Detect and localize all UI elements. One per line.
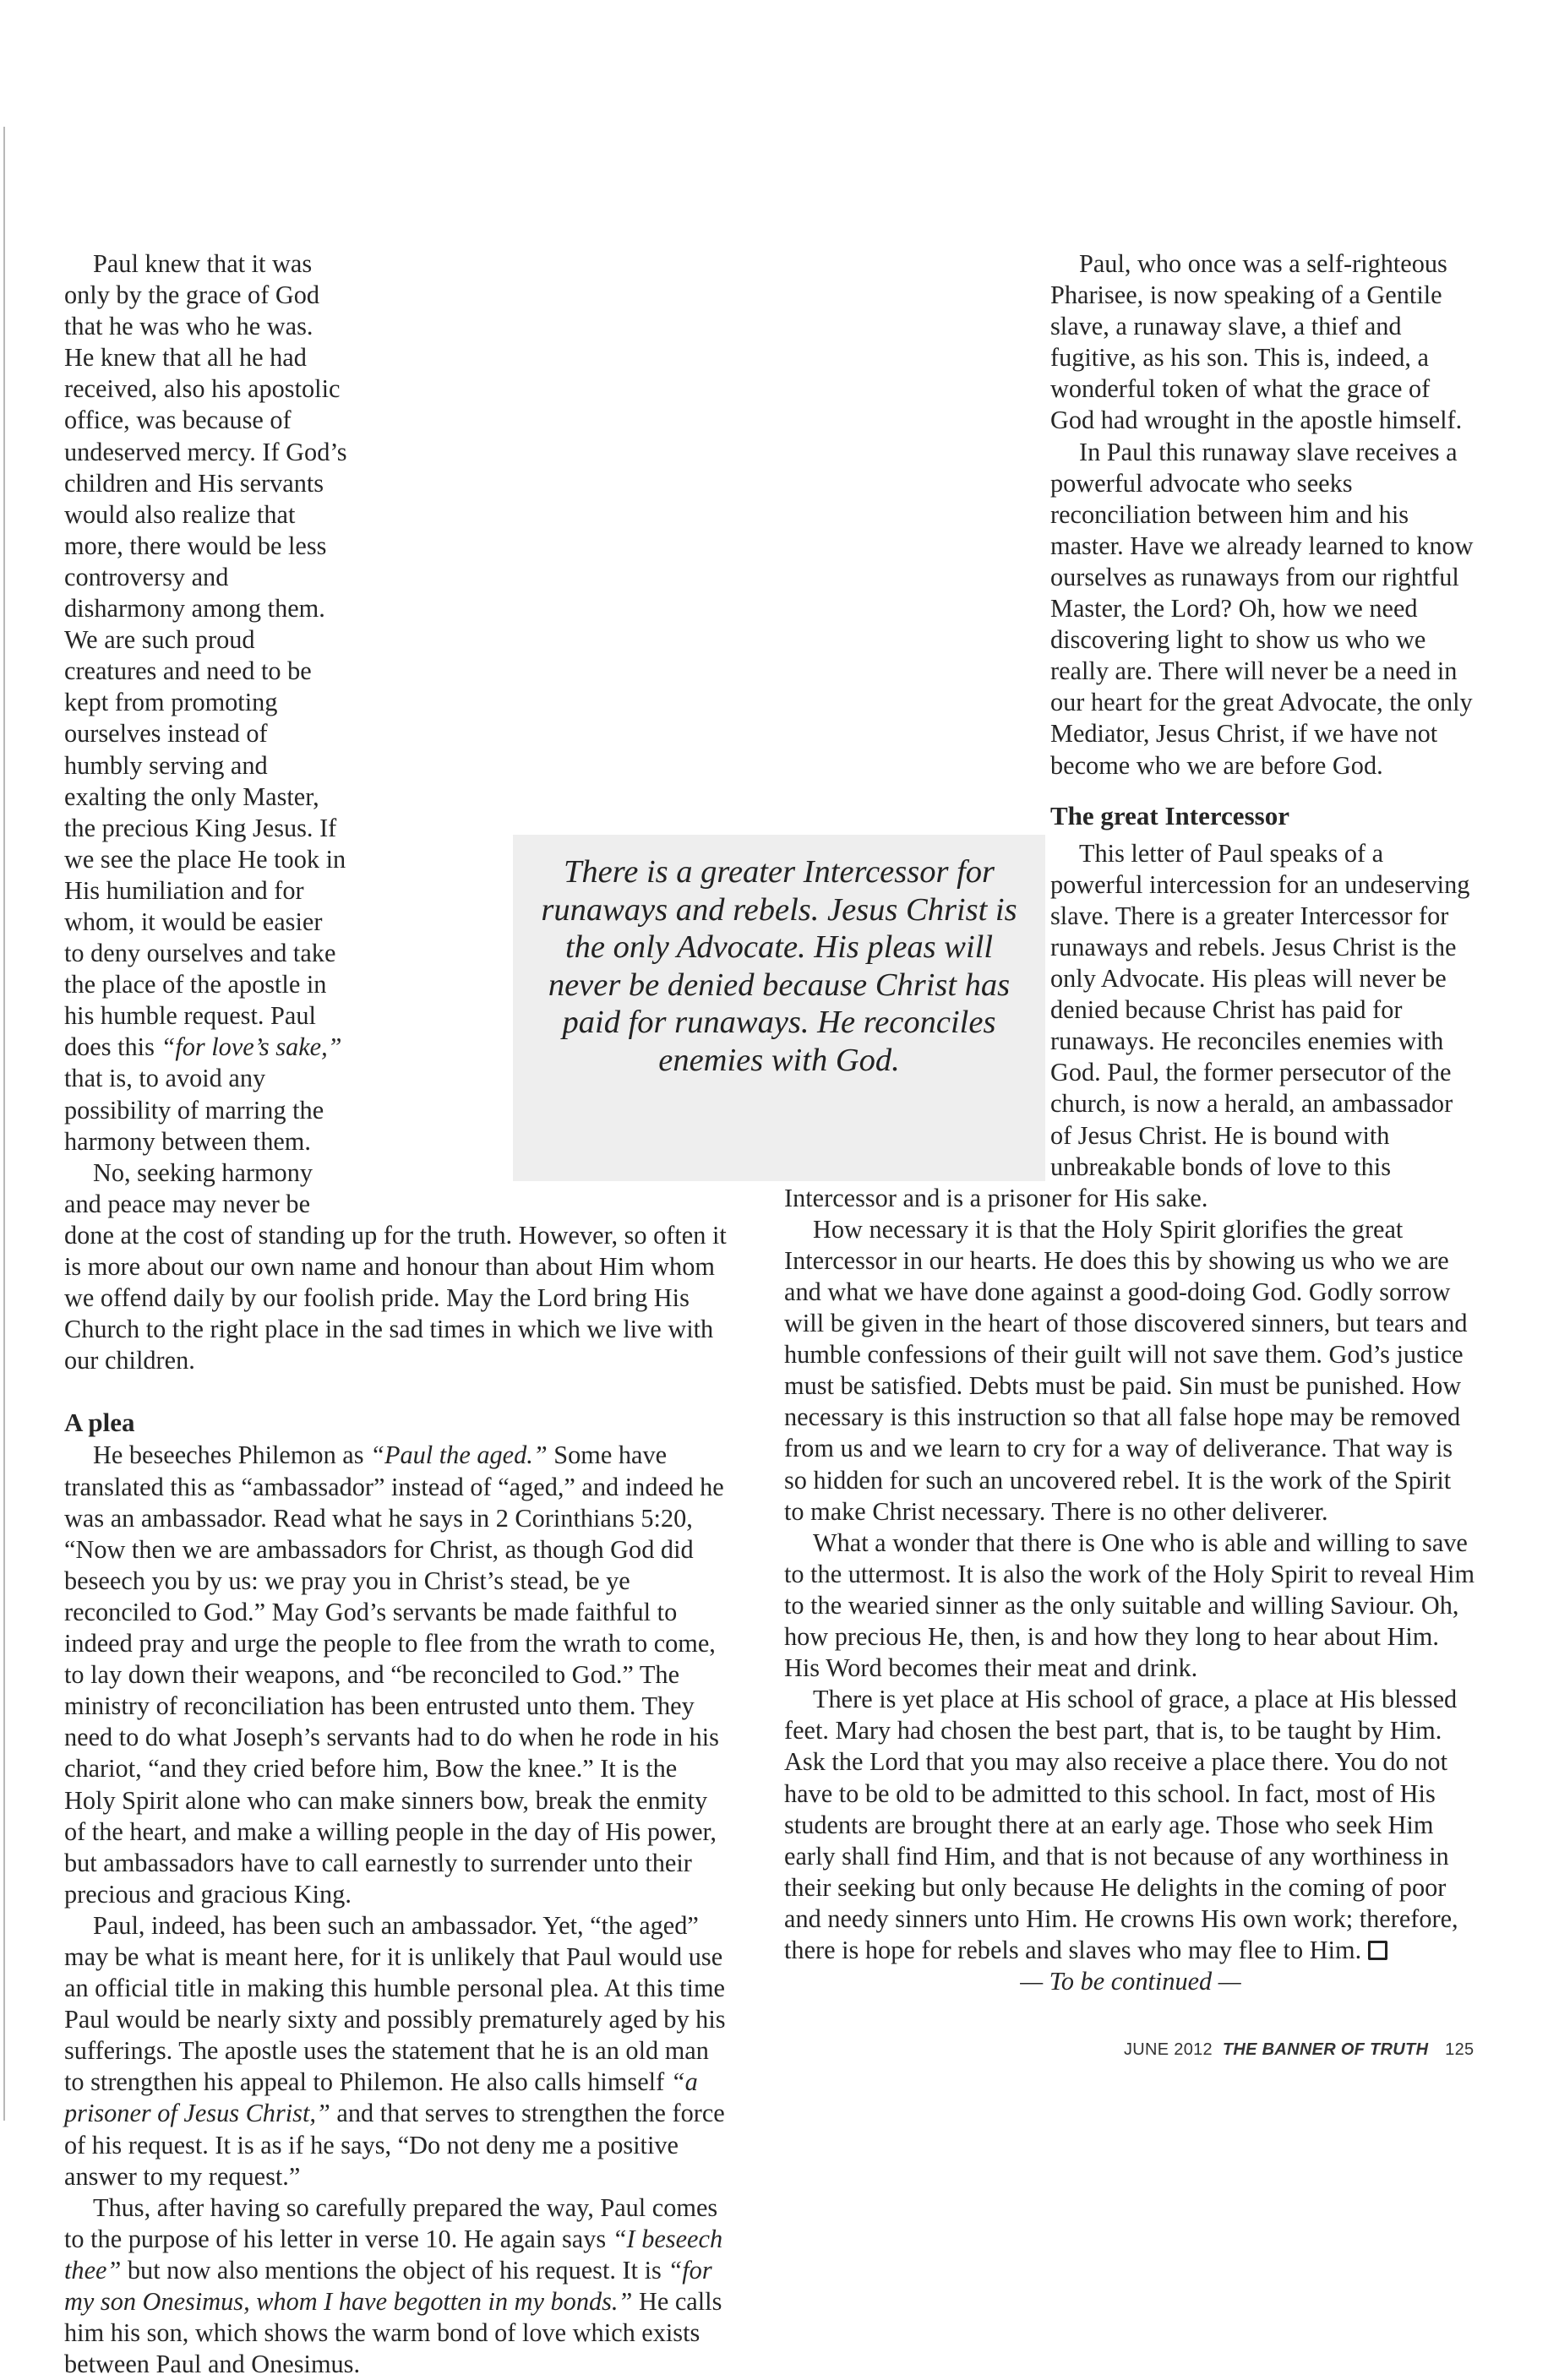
section-heading-a-plea: A plea <box>64 1408 135 1438</box>
paragraph: He beseeches Philemon as “Paul the aged.” Some have translated this as “ambassador” instead of “aged,” and indeed he was an ambassador. Read what he says in 2 Corinthians 5:20, “Now then we are ambassadors for Christ, as though God did beseech you by us: we pray you in Christ’s stead, be ye reconciled to God.” May God’s servants be made faithful to indeed pray and urge the people to flee from the wrath to come, to lay down their weapons, and “be reconciled to God.” The ministry of reconciliation has been entrusted unto them. They need to do what Joseph’s servants had to do when he rode in his chariot, “and they cried before him, Bow the knee.” It is the Holy Spirit alone who can make sinners bow, break the enmity of the heart, and make a willing people in the day of His power, but ambassadors have to call earnestly to surrender unto their precious and gracious King. <box>64 1441 724 1909</box>
left-column <box>64 248 732 2380</box>
page-footer <box>1124 2040 1474 2060</box>
paragraph: Paul knew that it was only by the grace of God that he was who he was. He knew that all he had received, also his apostolic office, was because of undeserved mercy. If God’s children and His servants would also realize that more, there would be less controversy and disharmony among them. We are such proud creatures and need to be kept from promoting ourselves instead of humbly serving and exalting the only Master, the precious King Jesus. If we see the place He took in His humiliation and for whom, it would be easier to deny ourselves and take the place of the apostle in his humble request. Paul does this “for love’s sake,” that is, to avoid any possibility of marring the harmony between them. <box>64 249 347 1156</box>
paragraph: This letter of Paul speaks of a powerful intercession for an undeserving slave. There is a greater Intercessor for runaways and rebels. Jesus Christ is the only Advocate. His pleas will never be denied because Christ has paid for runaways. He reconciles enemies with God. Paul, the former persecutor of the church, is now a herald, an ambassador of Jesus Christ. He is bound with unbreakable bonds of love to this Intercessor and is a prisoner for His sake. <box>784 838 1470 1212</box>
pull-quote: There is a greater Intercessor for runaways and rebels. Jesus Christ is the only Advocate. His pleas will never be denied because Christ has paid for runaways. He reconciles enemies with God. <box>513 835 1045 1181</box>
paragraph: Paul, who once was a self-righteous Pharisee, is now speaking of a Gentile slave, a runaway slave, a thief and fugitive, as his son. This is, indeed, a wonderful token of what the grace of God had wrought in the apostle himself. <box>1050 249 1463 435</box>
paragraph: No, seeking harmony and peace may never be done at the cost of standing up for the truth. However, so often it is more about our own name and honour than about Him whom we offend daily by our foolish pride. May the Lord bring His Church to the right place in the sad times in which we live with our children. <box>64 1157 727 1375</box>
to-be-continued: — To be continued — <box>1020 1967 1241 1996</box>
footer-magazine-title: THE BANNER OF TRUTH <box>1222 2040 1429 2059</box>
paragraph: In Paul this runaway slave receives a powerful advocate who seeks reconciliation between him and his master. Have we already learned to know ourselves as runaways from our rightful Master, the Lord? Oh, how we need discovering light to show us who we really are. There will never be a need in our heart for the great Advocate, the only Mediator, Jesus Christ, if we have not become who we are before God. <box>1050 437 1474 780</box>
section-heading-great-intercessor: The great Intercessor <box>1050 800 1289 831</box>
page-edge-line <box>3 127 5 2121</box>
paragraph: Paul, indeed, has been such an ambassador. Yet, “the aged” may be what is meant here, for it is unlikely that Paul would use an official title in making this humble personal plea. At this time Paul would be nearly sixty and possibly prematurely aged by his sufferings. The apostle uses the statement that he is an old man to strengthen his appeal to Philemon. He also calls himself “a prisoner of Jesus Christ,” and that serves to strengthen the force of his request. It is as if he says, “Do not deny me a positive answer to my request.” <box>64 1910 726 2191</box>
footer-date: JUNE 2012 <box>1124 2040 1213 2059</box>
paragraph: Thus, after having so carefully prepared the way, Paul comes to the purpose of his letter in verse 10. He again says “I beseech thee” but now also mentions the object of his request. It is “for my son Onesimus, whom I have begotten in my bonds.” He calls him his son, which shows the warm bond of love which exists between Paul and Onesimus. <box>64 2192 723 2379</box>
paragraph: What a wonder that there is One who is able and willing to save to the uttermost. It is also the work of the Holy Spirit to reveal Him to the wearied sinner as the only suitable and willing Saviour. Oh, how precious He, then, is and how they long to hear about Him. His Word becomes their meat and drink. <box>784 1528 1475 1683</box>
end-of-article-square-icon <box>1368 1941 1387 1960</box>
footer-page-number: 125 <box>1445 2040 1475 2059</box>
paragraph: There is yet place at His school of grace, a place at His blessed feet. Mary had chosen the best part, that is, to be taught by Him. Ask the Lord that you may also receive a place there. You do not have to be old to be admitted to this school. In fact, most of His students are brought there at an early age. Those who seek Him early shall find Him, and that is not because of any worthiness in their seeking but only because He delights in the coming of poor and needy sinners unto Him. He crowns His own work; therefore, there is hope for rebels and slaves who may flee to Him. <box>784 1685 1458 1964</box>
paragraph: How necessary it is that the Holy Spirit glorifies the great Intercessor in our hearts. He does this by showing us who we are and what we have done against a good-doing God. Godly sorrow will be given in the heart of those discovered sinners, but tears and humble confessions of their guilt will not save them. God’s justice must be satisfied. Debts must be paid. Sin must be punished. How necessary is this instruction so that all false hope may be removed from us and we learn to cry for a way of deliverance. That way is so hidden for such an uncovered rebel. It is the work of the Spirit to make Christ necessary. There is no other deliverer. <box>784 1214 1468 1526</box>
